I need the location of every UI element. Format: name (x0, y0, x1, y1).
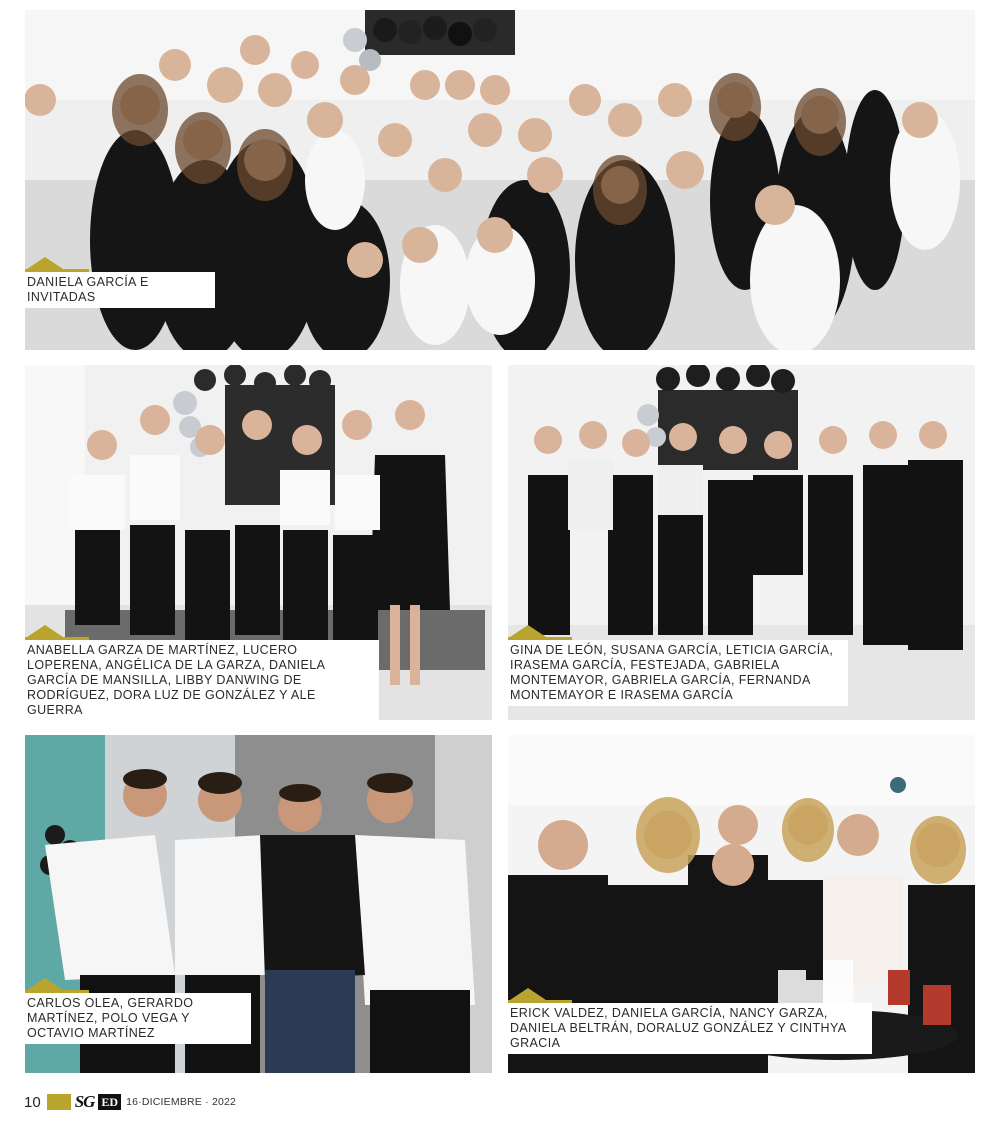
photo-nine-women (508, 365, 975, 720)
photo-caption-4: CARLOS OLEA, GERARDO MARTÍNEZ, POLO VEGA Y OCTAVIO MARTÍNEZ (25, 993, 251, 1044)
photo-caption-1: DANIELA GARCÍA E INVITADAS (25, 272, 215, 308)
newspaper-logo: ED (98, 1094, 121, 1110)
photo-seven-women (25, 365, 492, 720)
photo-caption-5: ERICK VALDEZ, DANIELA GARCÍA, NANCY GARZA, DANIELA BELTRÁN, DORALUZ GONZÁLEZ Y CINTHYA GRACIA (508, 1003, 872, 1054)
caption-marker-5 (510, 988, 546, 1000)
page-number: 10 (24, 1093, 41, 1111)
caption-marker-1 (27, 257, 63, 269)
photo-caption-3: GINA DE LEÓN, SUSANA GARCÍA, LETICIA GARCÍA, IRASEMA GARCÍA, FESTEJADA, GABRIELA MONTEMAYOR, GABRIELA GARCÍA, FERNANDA MONTEMAYOR E IRASEMA GARCÍA (508, 640, 848, 706)
photo-four-men (25, 735, 492, 1073)
caption-marker-3 (510, 625, 546, 637)
section-color-block (47, 1094, 71, 1110)
issue-date: 16·DICIEMBRE · 2022 (126, 1096, 237, 1108)
section-logo: SG (74, 1092, 95, 1111)
caption-marker-4 (27, 978, 63, 990)
photo-caption-2: ANABELLA GARZA DE MARTÍNEZ, LUCERO LOPERENA, ANGÉLICA DE LA GARZA, DANIELA GARCÍA DE MANSILLA, LIBBY DANWING DE RODRÍGUEZ, DORA LUZ DE GONZÁLEZ Y ALE GUERRA (25, 640, 379, 720)
page-footer (24, 1091, 236, 1113)
caption-marker-2 (27, 625, 63, 637)
photo-group-women (25, 10, 975, 350)
photo-table-group (508, 735, 975, 1073)
